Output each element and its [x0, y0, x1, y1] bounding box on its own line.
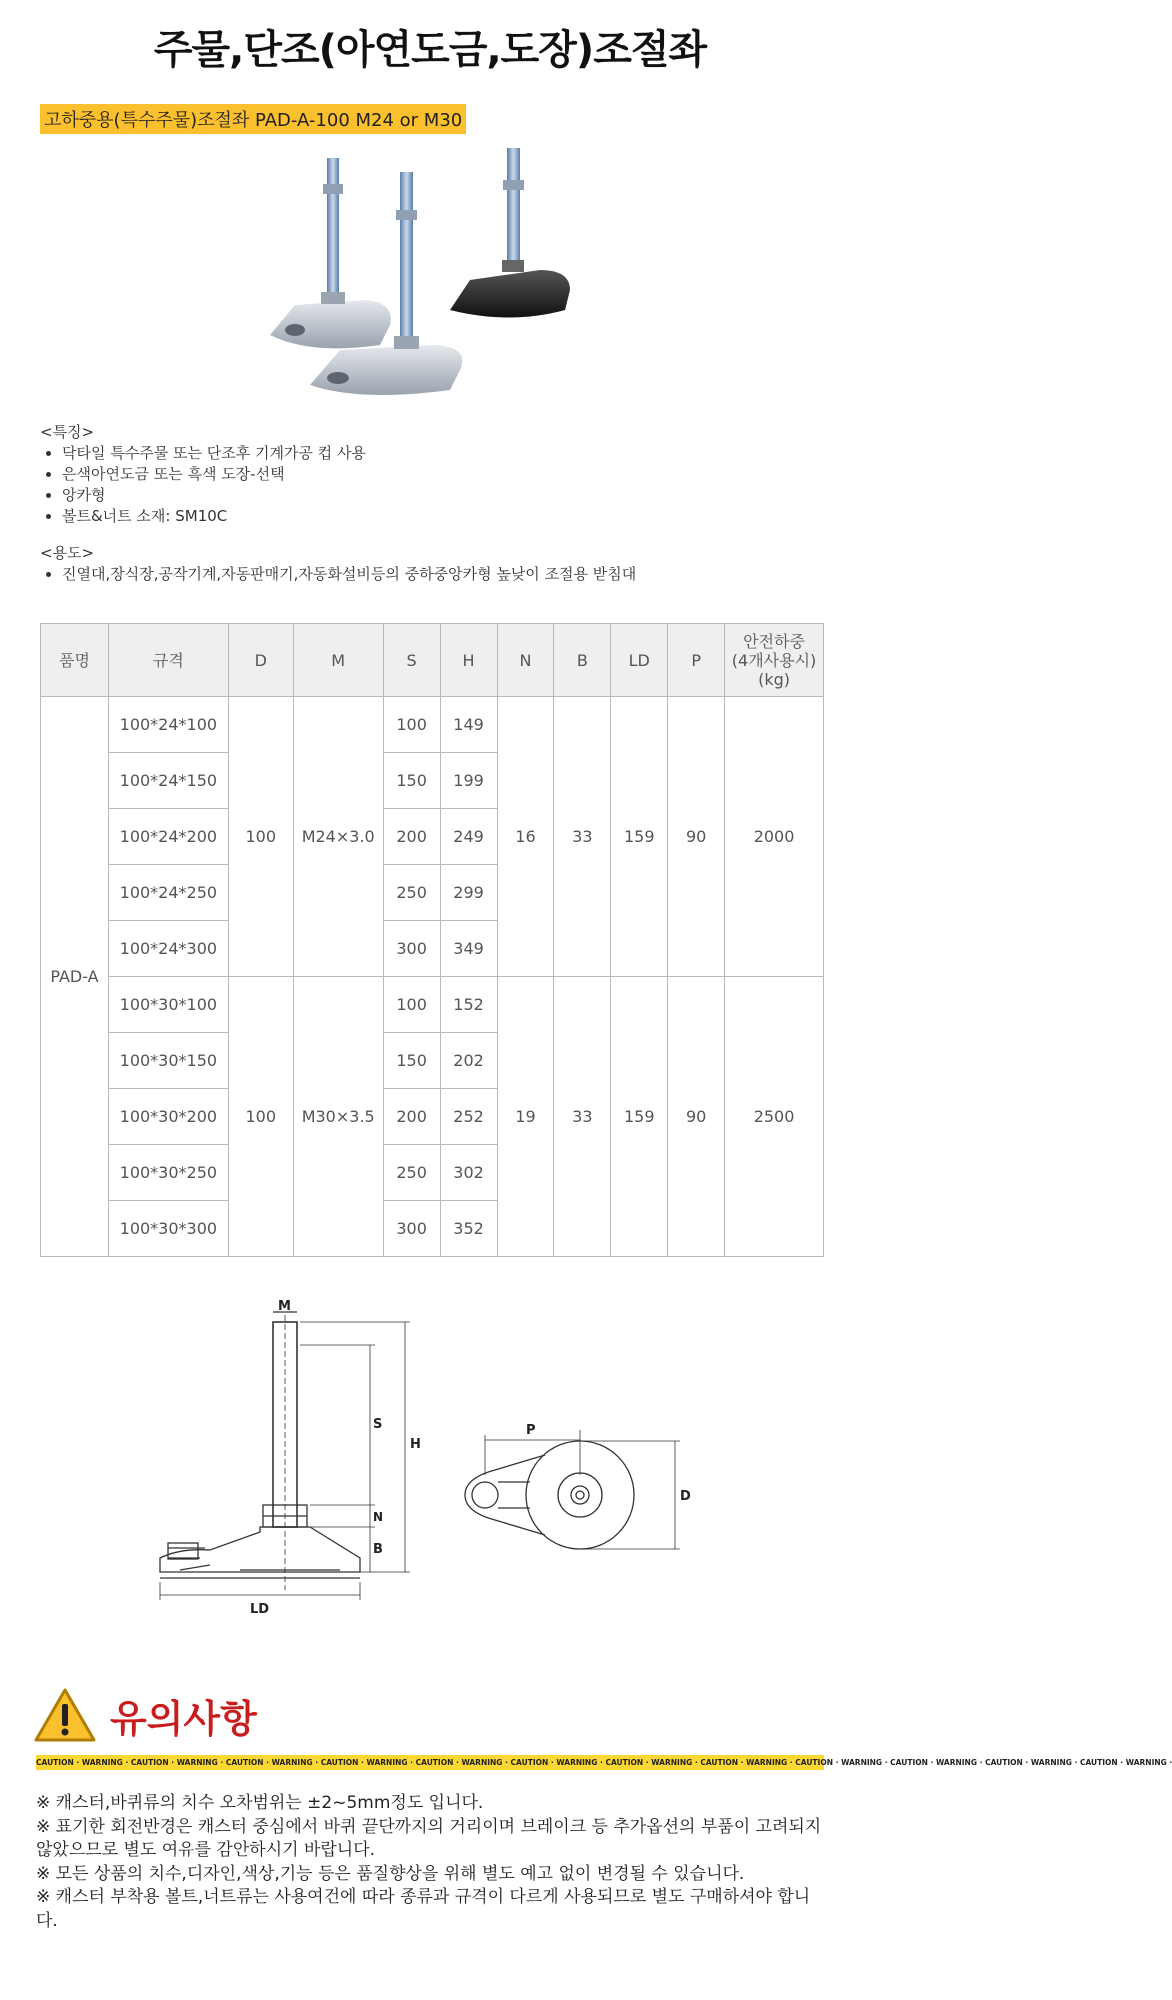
header-cell: H — [440, 624, 497, 697]
n-cell: 16 — [497, 697, 554, 977]
table-header-row — [41, 624, 824, 697]
s-cell: 100 — [383, 977, 440, 1033]
label-s: S — [373, 1417, 383, 1432]
s-cell: 150 — [383, 753, 440, 809]
caution-tape-word: WARNING · — [1125, 1758, 1172, 1767]
m-cell: M30×3.5 — [293, 977, 383, 1257]
caution-tape-word: CAUTION · — [605, 1758, 652, 1767]
s-cell: 300 — [383, 921, 440, 977]
spec-cell: 100*24*150 — [108, 753, 228, 809]
header-cell: S — [383, 624, 440, 697]
spec-cell: 100*30*200 — [108, 1089, 228, 1145]
caution-notes — [36, 1792, 826, 1933]
spec-table — [40, 623, 824, 1257]
header-cell: P — [668, 624, 725, 697]
feature-item: • 볼트&너트 소재: SM10C — [62, 506, 366, 527]
spec-cell: 100*24*200 — [108, 809, 228, 865]
caution-tape-word: CAUTION · — [985, 1758, 1031, 1767]
top-view-diagram — [450, 1400, 740, 1570]
front-view-diagram — [150, 1300, 450, 1630]
caution-tape — [36, 1755, 1172, 1770]
label-b: B — [373, 1542, 383, 1557]
features-heading: <특징> — [40, 423, 95, 441]
feature-item: • 은색아연도금 또는 흑색 도장-선택 — [62, 464, 366, 485]
header-cell: LD — [611, 624, 668, 697]
note-item: ※ 표기한 회전반경은 캐스터 중심에서 바퀴 끝단까지의 거리이며 브레이크 등 추가옵션의 부품이 고려되지 않았으므로 별도 여유를 감안하시기 바랍니다. — [36, 1816, 822, 1860]
spec-cell: 100*30*300 — [108, 1201, 228, 1257]
caution-tape-word: WARNING · — [841, 1758, 891, 1767]
spec-cell: 100*30*150 — [108, 1033, 228, 1089]
caution-title: 유의사항 — [110, 1697, 257, 1741]
header-cell: 안전하중 (4개사용시) (kg) — [725, 624, 824, 697]
note-item: ※ 모든 상품의 치수,디자인,색상,기능 등은 품질향상을 위해 별도 예고 없이 변경될 수 있습니다. — [36, 1863, 745, 1884]
d-cell: 100 — [228, 977, 293, 1257]
note-item: ※ 캐스터 부착용 볼트,너트류는 사용여건에 따라 종류과 규격이 다르게 사용되므로 별도 구매하셔야 합니다. — [36, 1887, 811, 1931]
caution-tape-word: WARNING · — [935, 1758, 986, 1767]
header-cell: 품명 — [41, 624, 109, 697]
caution-tape-word: CAUTION · — [320, 1758, 367, 1767]
use-item: • 진열대,장식장,공작기계,자동판매기,자동화설비등의 중하중앙카형 높낮이 조절용 받침대 — [62, 564, 636, 585]
h-cell: 249 — [440, 809, 497, 865]
h-cell: 352 — [440, 1201, 497, 1257]
caution-tape-word: CAUTION · — [795, 1758, 842, 1767]
caution-tape-word: WARNING · — [1030, 1758, 1080, 1767]
header-cell: B — [554, 624, 611, 697]
caution-tape-word: WARNING · — [746, 1758, 796, 1767]
caution-tape-word: CAUTION · — [700, 1758, 747, 1767]
header-cell: D — [228, 624, 293, 697]
s-cell: 300 — [383, 1201, 440, 1257]
s-cell: 150 — [383, 1033, 440, 1089]
caution-tape-word: WARNING · — [461, 1758, 511, 1767]
b-cell: 33 — [554, 697, 611, 977]
m-cell: M24×3.0 — [293, 697, 383, 977]
uses-section — [40, 543, 636, 585]
ld-cell: 159 — [611, 977, 668, 1257]
feature-item: • 앙카형 — [62, 485, 366, 506]
s-cell: 250 — [383, 865, 440, 921]
product-photo — [270, 140, 600, 400]
load-cell: 2500 — [725, 977, 824, 1257]
s-cell: 100 — [383, 697, 440, 753]
h-cell: 252 — [440, 1089, 497, 1145]
spec-cell: 100*24*250 — [108, 865, 228, 921]
spec-cell: 100*30*250 — [108, 1145, 228, 1201]
h-cell: 302 — [440, 1145, 497, 1201]
caution-tape-word: WARNING · — [651, 1758, 701, 1767]
features-section — [40, 422, 366, 527]
caution-tape-word: CAUTION · — [415, 1758, 462, 1767]
caution-tape-word: WARNING · — [271, 1758, 321, 1767]
product-name-cell: PAD-A — [41, 697, 109, 1257]
h-cell: 152 — [440, 977, 497, 1033]
p-cell: 90 — [668, 977, 725, 1257]
caution-tape-word: WARNING · — [81, 1758, 131, 1767]
caution-tape-word: CAUTION · — [225, 1758, 272, 1767]
h-cell: 202 — [440, 1033, 497, 1089]
spec-cell: 100*30*100 — [108, 977, 228, 1033]
h-cell: 349 — [440, 921, 497, 977]
spec-cell: 100*24*300 — [108, 921, 228, 977]
table-row — [41, 697, 824, 753]
header-cell: 규격 — [108, 624, 228, 697]
caution-tape-word: WARNING · — [366, 1758, 416, 1767]
h-cell: 149 — [440, 697, 497, 753]
p-cell: 90 — [668, 697, 725, 977]
caution-tape-word: CAUTION · — [36, 1758, 82, 1767]
label-d: D — [680, 1489, 691, 1504]
caution-tape-word: CAUTION · — [1079, 1758, 1126, 1767]
page-title: 주물,단조(아연도금,도장)조절좌 — [153, 27, 707, 73]
s-cell: 200 — [383, 809, 440, 865]
b-cell: 33 — [554, 977, 611, 1257]
caution-tape-word: WARNING · — [176, 1758, 226, 1767]
s-cell: 250 — [383, 1145, 440, 1201]
h-cell: 199 — [440, 753, 497, 809]
n-cell: 19 — [497, 977, 554, 1257]
label-h: H — [410, 1437, 421, 1452]
s-cell: 200 — [383, 1089, 440, 1145]
feature-item: • 닥타일 특수주물 또는 단조후 기계가공 컵 사용 — [62, 443, 366, 464]
load-cell: 2000 — [725, 697, 824, 977]
caution-tape-word: CAUTION · — [890, 1758, 936, 1767]
h-cell: 299 — [440, 865, 497, 921]
label-ld: LD — [250, 1602, 270, 1617]
label-p: P — [526, 1423, 536, 1438]
spec-cell: 100*24*100 — [108, 697, 228, 753]
warning-triangle-icon — [34, 1688, 96, 1744]
ld-cell: 159 — [611, 697, 668, 977]
caution-tape-word: CAUTION · — [130, 1758, 177, 1767]
caution-tape-word: WARNING · — [556, 1758, 606, 1767]
product-tag: 고하중용(특수주물)조절좌 PAD-A-100 M24 or M30 — [40, 104, 466, 134]
label-n: N — [373, 1510, 384, 1524]
header-cell: M — [293, 624, 383, 697]
caution-tape-word: CAUTION · — [510, 1758, 557, 1767]
table-row — [41, 977, 824, 1033]
note-item: ※ 캐스터,바퀴류의 치수 오차범위는 ±2~5mm정도 입니다. — [36, 1793, 484, 1813]
header-cell: N — [497, 624, 554, 697]
uses-heading: <용도> — [40, 544, 95, 562]
d-cell: 100 — [228, 697, 293, 977]
label-m: M — [278, 1299, 291, 1314]
